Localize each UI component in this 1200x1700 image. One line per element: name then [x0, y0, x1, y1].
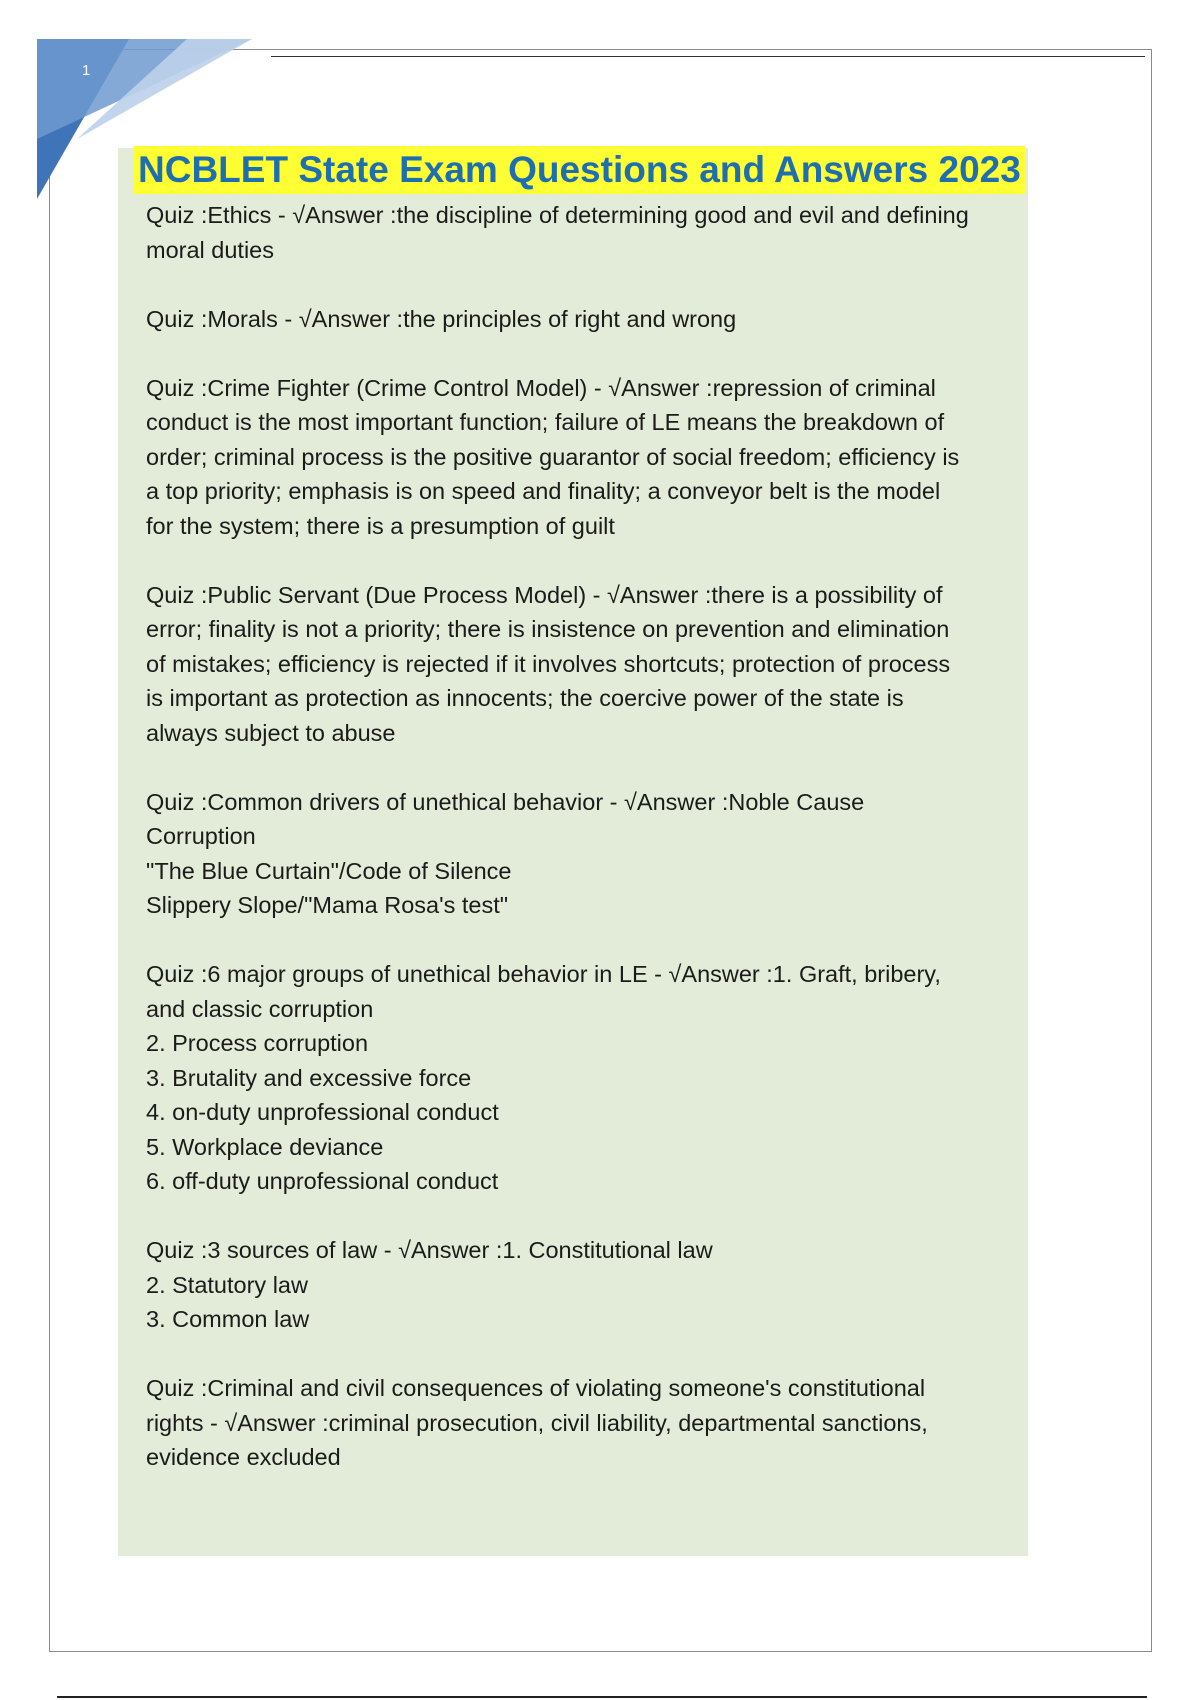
qa-line: 3. Common law [146, 1306, 310, 1332]
qa-line: Quiz :6 major groups of unethical behavior in LE - √Answer :1. Graft, bribery, [146, 961, 941, 987]
qa-line: error; finality is not a priority; there is insistence on prevention and elimination [146, 616, 950, 642]
qa-line: Quiz :Morals - √Answer :the principles of right and wrong [146, 305, 737, 332]
footer-rule [57, 1696, 1147, 1698]
qa-line: 2. Statutory law [146, 1271, 308, 1298]
qa-line: 5. Workplace deviance [146, 1133, 384, 1160]
qa-line: 3. Brutality and excessive force [146, 1064, 472, 1091]
qa-line: and classic corruption [146, 995, 374, 1022]
qa-line: for the system; there is a presumption of guilt [146, 512, 615, 539]
qa-item-crime-fighter [146, 371, 1046, 544]
qa-item-consequences [146, 1371, 1046, 1475]
header-rule [271, 56, 1145, 57]
qa-line: is important as protection as innocents; the coercive power of the state is [146, 685, 904, 711]
qa-line: of mistakes; efficiency is rejected if it involves shortcuts; protection of process [146, 650, 951, 677]
qa-line: evidence excluded [146, 1444, 341, 1470]
qa-line: Quiz :Criminal and civil consequences of violating someone's constitutional [146, 1375, 926, 1401]
qa-line: 2. Process corruption [146, 1030, 369, 1056]
qa-item-morals [146, 302, 1046, 337]
qa-line: "The Blue Curtain"/Code of Silence [146, 857, 512, 884]
qa-line: Slippery Slope/"Mama Rosa's test" [146, 892, 509, 918]
qa-line: rights - √Answer :criminal prosecution, civil liability, departmental sanctions, [146, 1409, 928, 1436]
qa-line: Corruption [146, 823, 256, 849]
qa-line: Quiz :Crime Fighter (Crime Control Model) - √Answer :repression of criminal [146, 374, 936, 401]
qa-line: Quiz :Public Servant (Due Process Model) - √Answer :there is a possibility of [146, 581, 943, 608]
qa-line: order; criminal process is the positive guarantor of social freedom; efficiency is [146, 443, 960, 470]
qa-line: a top priority; emphasis is on speed and finality; a conveyor belt is the model [146, 478, 941, 504]
document-title: NCBLET State Exam Questions and Answers 2023 [133, 146, 1026, 194]
qa-line: moral duties [146, 236, 274, 263]
qa-item-ethics [146, 198, 1046, 267]
qa-list [146, 198, 1046, 1509]
page-number: 1 [82, 62, 91, 79]
qa-line: Quiz :3 sources of law - √Answer :1. Constitutional law [146, 1237, 713, 1263]
qa-line: always subject to abuse [146, 719, 396, 746]
qa-line: conduct is the most important function; failure of LE means the breakdown of [146, 409, 945, 435]
qa-item-unethical-drivers [146, 785, 1046, 923]
qa-item-public-servant [146, 578, 1046, 751]
qa-line: 6. off-duty unprofessional conduct [146, 1168, 499, 1194]
qa-line: Quiz :Ethics - √Answer :the discipline of determining good and evil and defining [146, 202, 969, 228]
qa-item-unethical-groups [146, 957, 1046, 1199]
qa-item-sources-of-law [146, 1233, 1046, 1337]
qa-line: 4. on-duty unprofessional conduct [146, 1099, 499, 1125]
qa-line: Quiz :Common drivers of unethical behavior - √Answer :Noble Cause [146, 788, 865, 815]
